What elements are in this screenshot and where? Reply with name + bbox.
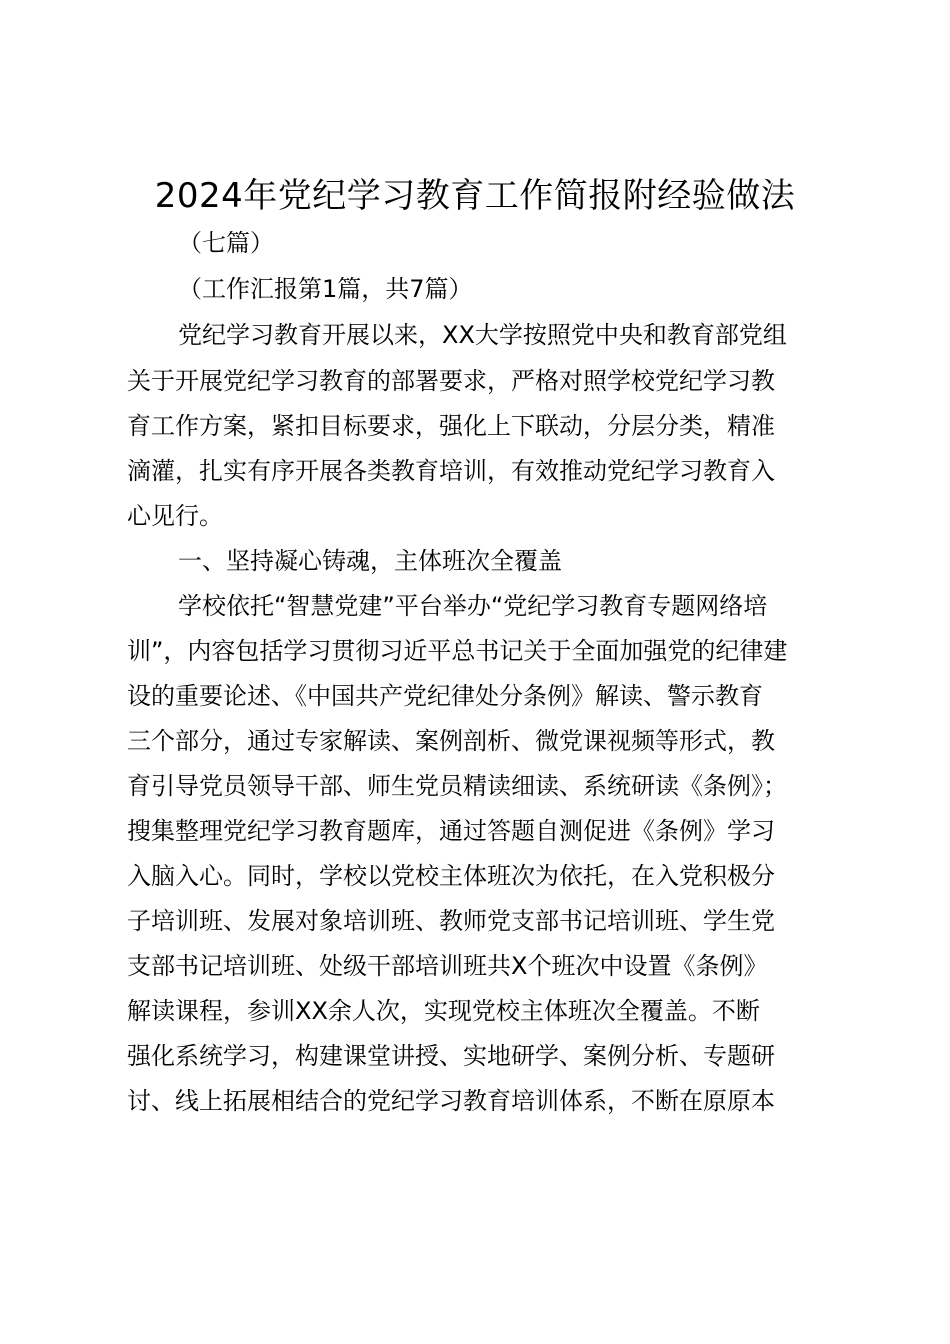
paragraph-line: 心见行。: [127, 502, 223, 530]
paragraph-line: 滴灌，扎实有序开展各类教育培训，有效推动党纪学习教育入: [127, 457, 775, 485]
paragraph-line: 入脑入心。同时，学校以党校主体班次为依托，在入党积极分: [127, 862, 775, 890]
paragraph-line: 子培训班、发展对象培训班、教师党支部书记培训班、学生党: [127, 907, 775, 935]
paragraph-line: 训”，内容包括学习贯彻习近平总书记关于全面加强党的纪律建: [127, 637, 788, 665]
section-heading: 一、坚持凝心铸魂，主体班次全覆盖: [178, 547, 562, 575]
document-subtitle: （七篇）: [178, 229, 274, 257]
paragraph-line: 育工作方案，紧扣目标要求，强化上下联动，分层分类，精准: [127, 412, 775, 440]
paragraph-line: 关于开展党纪学习教育的部署要求，严格对照学校党纪学习教: [127, 367, 775, 395]
paragraph-line: 解读课程，参训XX余人次，实现党校主体班次全覆盖。不断: [127, 997, 760, 1025]
document-title: 2024年党纪学习教育工作简报附经验做法: [154, 176, 796, 216]
paragraph-line: 讨、线上拓展相结合的党纪学习教育培训体系，不断在原原本: [127, 1087, 775, 1115]
paragraph-line: 搜集整理党纪学习教育题库，通过答题自测促进《条例》学习: [127, 817, 775, 845]
paragraph-line: 育引导党员领导干部、师生党员精读细读、系统研读《条例》；: [127, 772, 787, 800]
paragraph-line: 支部书记培训班、处级干部培训班共X个班次中设置《条例》: [127, 952, 768, 980]
paragraph-line: 三个部分，通过专家解读、案例剖析、微党课视频等形式，教: [127, 727, 775, 755]
paragraph-line: 设的重要论述、《中国共产党纪律处分条例》解读、警示教育: [127, 682, 763, 710]
paragraph-line: 党纪学习教育开展以来，XX大学按照党中央和教育部党组: [178, 321, 787, 349]
series-note: （工作汇报第1篇，共7篇）: [178, 275, 473, 303]
paragraph-line: 学校依托“智慧党建”平台举办“党纪学习教育专题网络培: [178, 592, 768, 620]
paragraph-line: 强化系统学习，构建课堂讲授、实地研学、案例分析、专题研: [127, 1042, 775, 1070]
